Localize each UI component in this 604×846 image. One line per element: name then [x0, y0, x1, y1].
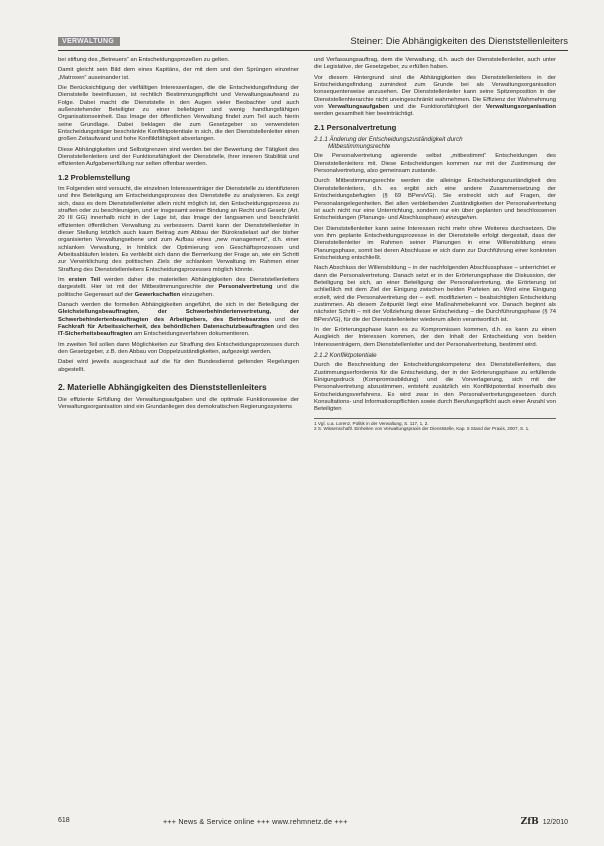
section-heading: 2. Materielle Abhängigkeiten des Dienststellenleiters — [58, 382, 267, 393]
page-number: 618 — [58, 817, 70, 824]
journal-logo: ZfB — [520, 817, 539, 827]
page-header — [58, 36, 568, 51]
footnote: 1 Vgl. u.a. Lorenz, Politik in der Verwaltung, S. 117, 1, 2. — [314, 420, 429, 426]
paragraph: Nach Abschluss der Willensbildung – in der nachfolgenden Abschlussphase – unterrichtet er dann die Personalvertretung. Danach setzt er in der Erörterungsphase die Diskussion, der Beteiligung bei sich, an einer Beteiligung der Personalvertretung, die Erörterung ist schließlich mit dem Ziel der Einigung zwischen beiden Parteien an. Wird eine Einigung erzielt, wird die Personalvertretung der – evtl. modifizierten – beabsichtigten Entscheidung zustimmen. Ab diesem Zeitpunkt liegt eine Maßnahmebekannt vor. Danach beginnt als nächster Schritt – mit der Vollziehung dieser Entscheidung – die Durchführungsphase (§ 74 BPersVG), für die der Dienststellenleiter wiederum allein verantwortlich ist. — [314, 265, 556, 323]
paragraph: Im ersten Teil werden daher die materiellen Abhängigkeiten des Dienststellenleiters dargestellt. Hier ist mit der Mitbestimmungsrechte der Personalvertretung und die politische Gegenwart auf der Gewerkschaften einzugehen. — [58, 276, 299, 298]
paragraph: Im Folgenden wird versucht, die einzelnen Interessenträger der Dienststelle zu identifizieren und ihre Beteiligung am Entscheidungsprozess des Dienststelle zu analysieren. Es zeigt sich, dass es dem Dienststellenleiter allein nicht möglich ist, den Entscheidungsprozess zu straffen oder zu beschleunigen, und er insgesamt seiner Bindung an Recht und Gesetz (Art. 20 III GG) innerhalb nicht in der Lage ist, das Image der langsamen und beschränkt effizienten öffentlichen Verwaltung zu verbessern. Damit kann der Dienststellenleiter in dieser Stellung letztlich auch kaum Beitrag zum Abbau der Bürokratielast auf der bisher organisierten Verwaltungsebene und zum Aufbau eines „new management“, d.h. einer schlanken Verwaltung, in hinblick der Optimierung von Geschäftsprozessen und Arbeitsabläufen leisten. Es verbleibt sich dann die Bemerkung der Frage an, wie ein Schritt zur Verwirklichung des politischen Ziels der schlanken Verwaltung im Rahmen einer Straffung des Dienststellenleiters Entscheidungsprozesses möglich könnte. — [58, 185, 299, 273]
paragraph: Diese Abhängigkeiten und Selbstgrenzen sind werden bei der Bewertung der Tätigkeit des Dienststellenleiters und der Funktionsfähigkeit der Dienststelle, ihrer inneren Stabilität und effizienten Aufgabenerfüllung nur selten offenbar werden. — [58, 146, 299, 168]
running-title: Steiner: Die Abhängigkeiten des Dienststellenleiters — [350, 36, 568, 47]
page-footer — [58, 817, 568, 829]
paragraph: In der Erörterungsphase kann es zu Kompromissen kommen, d.h. es kann zu einen Ausgleich der Interessen kommen, der den Inhalt der Entscheidung von beiden Interessenträgern, dem Dienststellenleiter und der Personalvertretung, bestimmt wird. — [314, 327, 556, 348]
paragraph: Danach werden die formellen Abhängigkeiten angeführt, die sich in der Beteiligung der Gleichstellungsbeauftragten, der Schwerbehindertenvertretung, der Schwerbehindertenbeauftragten des Arbeitgebers, des Betriebsarztes und der Fachkraft für Arbeitssicherheit, des behördlichen Datenschutzbeauftragten und des IT-Sicherheitsbeauftragten am Entscheidungsverfahren dokumentieren. — [58, 301, 299, 338]
section-tag: VERWALTUNG — [58, 37, 120, 46]
subsection-heading: 2.1.1 Änderung der Entscheidungszuständigkeit durch Mitbestimmungsrechte — [314, 135, 463, 151]
paragraph: Vor diesem Hintergrund sind die Abhängigkeiten des Dienststellenleiters in der Entscheidungsfindung zumindest zum Grunde bei als Verwaltungsorganisation konsequenterweise anzusehen. Der Dienststellenleiter kann seine Spitzenposition in der Dienststellenhierarchie nicht uneingeschränkt wahrnehmen. Die Effizienz der Wahrnehmung von Verwaltungsaufgaben und die Funktionsfähigkeit der Verwaltungsorganisation werden gesamtheit hier beeinträchtigt. — [314, 74, 556, 118]
paragraph: Die Personalvertretung agierende selbst „mitbestimmt“ Entscheidungen des Dienststellenleiters mit. Diese Entscheidungen kommen nur mit der Zustimmung der Personalvertretung, also gemeinsam zustande. — [314, 153, 556, 175]
footnote: 2 S. Wissenschaftl. Einheiten von Verwaltungspraxis der Dienststelle, Kap. 5 Stand der Praxis, 2007, S. 1. — [314, 426, 530, 432]
paragraph: Im zweiten Teil sollen dann Möglichkeiten zur Straffung des Entscheidungsprozesses durch den Gesetzgeber, z.B. den Abbau von Doppelzuständigkeiten, aufgezeigt werden. — [58, 341, 299, 356]
paragraph: Die effiziente Erfüllung der Verwaltungsaufgaben und die optimale Funktionsweise der Verwaltungsorganisation sind ein Grundanliegen des demokratischen Regierungssystems — [58, 397, 299, 411]
paragraph: Durch die Beschneidung der Entscheidungskompetenz des Dienststellenleiters, das Zustimmungserfordernis für die Entscheidung, der in der Erörterungsphase zu erfüllende Einigungsdruck (Kompromissbildung) und die Vorverlagerung, sich mit der Personalvertretung abzustimmen, entsteht zusätzlich ein Konfliktpotential innerhalb des Entscheidungsverfahrens. Es wird zwar in den Personalvertretungsgesetzen durch Konsultations- und Informationspflichten sowie durch Berufungspflicht auch einer Anzahl von Beteiligten — [314, 362, 556, 413]
right-column — [314, 57, 556, 821]
section-heading: 2.1 Personalvertretung — [314, 122, 397, 132]
paragraph: Dabei wird jeweils ausgeschaut auf die für den Bundesdienst geltenden Regelungen abgestellt. — [58, 359, 299, 373]
footer-link: +++ News & Service online +++ www.rehmnetz.de +++ — [163, 817, 348, 826]
footnotes — [314, 418, 556, 432]
issue-info — [521, 817, 568, 827]
subsection-heading: 2.1.2 Konfliktpotentiale — [314, 352, 377, 360]
paragraph: und Verfassungsauftrag, dem die Verwaltung, d.h. auch der Dienststellenleiter, auch unter die Legislative, der Gesetzgeber, zu erfüllen haben. — [314, 57, 556, 71]
issue-number: 12/2010 — [542, 819, 568, 826]
paragraph: Der Dienststellenleiter kann seine Interessen nicht mehr ohne Weiteres durchsetzen. Die von ihm geplante Entscheidungsprozesse in der Dienststelle erfolgt dergestalt, dass der Dienststellenleiter im Rahmen seiner Planungen in eine Willensbildung eines Planungsphase, somit bei deren Abschlusse er sich dann zur Durchführung einer konkreten Entscheidung entschließt. — [314, 225, 556, 261]
paragraph: Die Berücksichtigung der vielfältigen Interessenlagen, die die Entscheidungsfindung der Dienststelle beeinflussen, ist rechtlich Bestimmungspflicht und Verwaltungsaufwand zu Folge. Dabei macht die Dienststelle in den Augen vieler Beobachter und auch außenstehender Beteiligter zu einer beliebigen und wenig handlungsfähigen Organisationseinheit. Das Image der öffentlichen Verwaltung findet zum Teil auch hierin seine Grundlage. Dabei beklagen die zum Gesetzgeber so verwendeten Entscheidungsträger beschränkte Konfliktpotentiale in sich, die den Dienststellenleiter einen großen Zeitaufwand und hohe Konfliktfähigkeit abverlangen. — [58, 85, 299, 143]
section-heading: 1.2 Problemstellung — [58, 172, 131, 182]
paragraph: bei stiftung des „Betreuers“ an Entscheidungsprozeßen zu gelten. — [58, 57, 230, 63]
paragraph: Damit gleicht sein Bild dem eines Kapitäns, der mit dem und den Sprüngen einzelner „Matrosen“ auseinander ist. — [58, 67, 299, 81]
left-column — [58, 57, 299, 821]
paragraph: Durch Mitbestimmungsrechte werden die alleinige Entscheidungszuständigkeit des Dienststellenleiters, d.h. es ergibt sich eine andere Zusammensetzung der Entscheidungsbefugten (§ 69 BPersVG). Sie erstreckt sich auf Fragen, der Personalangelegenheiten. Bei allen verbleibenden Zuständigkeiten der Personalvertretung ist auch nicht nur eine Unterrichtung, sondern nur ein über geplanten und beschlossenen Entscheidungen (Planungs- und Abschlussphase) einzugehen. — [314, 178, 556, 222]
